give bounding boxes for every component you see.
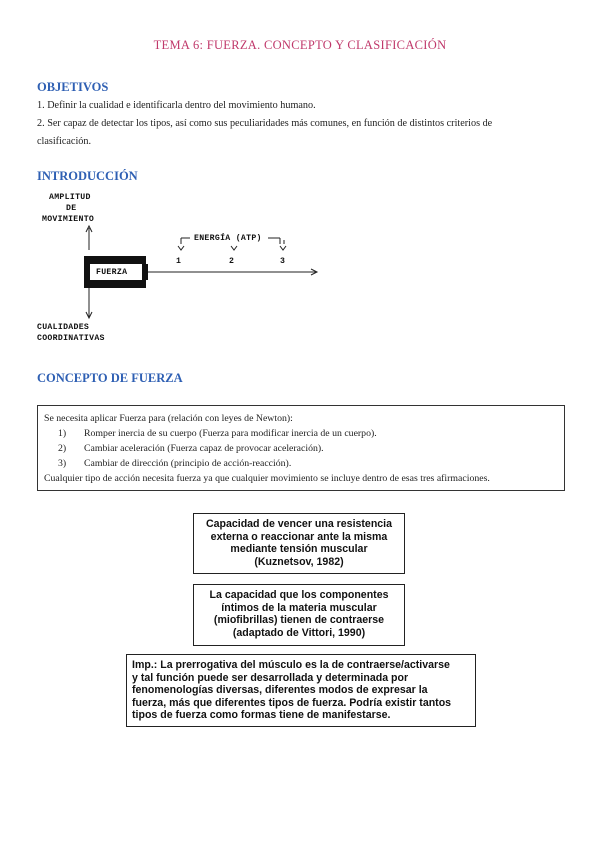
mark-3: 3: [280, 257, 286, 266]
quote-line: (miofibrillas) tienen de contraerse: [213, 614, 385, 627]
quote-line: externa o reaccionar ante la misma: [210, 530, 388, 543]
newton-item-text: Cambiar aceleración (Fuerza capaz de provocar aceleración).: [84, 443, 324, 454]
energia-label: ENERGÍA (ATP): [194, 234, 262, 243]
vittori-quote-box: [193, 584, 405, 646]
newton-item: [44, 456, 558, 471]
newton-item: [44, 426, 558, 441]
newton-box: [37, 405, 565, 491]
quote-line: fenomenologías diversas, diferentes modos de expresar la: [132, 684, 428, 697]
cualidades-label-2: COORDINATIVAS: [37, 334, 105, 343]
objetivo-2-cont: clasificación.: [37, 136, 92, 147]
amplitud-label-1: AMPLITUD: [49, 193, 91, 202]
amplitud-label-3: MOVIMIENTO: [42, 215, 95, 224]
quote-line: fuerza, más que diferentes tipos de fuerza. Podría existir tantos: [132, 696, 452, 709]
mark-2: 2: [229, 257, 235, 266]
objetivos-heading: OBJETIVOS: [37, 80, 109, 94]
quote-line: tipos de fuerza como formas tiene de manifestarse.: [132, 709, 391, 722]
newton-outro: Cualquier tipo de acción necesita fuerza ya que cualquier movimiento se incluye dentro de esas tres afirmaciones.: [44, 473, 490, 484]
kuznetsov-quote-box: [193, 513, 405, 574]
newton-item-number: 2): [58, 443, 67, 454]
quote-line: Imp.: La prerrogativa del músculo es la de contraerse/activarse: [132, 659, 450, 671]
quote-line: (adaptado de Vittori, 1990): [232, 626, 366, 639]
newton-item-number: 3): [58, 458, 67, 469]
concepto-heading: CONCEPTO DE FUERZA: [37, 371, 183, 385]
quote-line: La capacidad que los componentes: [209, 589, 389, 601]
importante-box: [126, 654, 476, 727]
quote-line: y tal función puede ser desarrollada y determinada por: [132, 671, 409, 684]
page-title: TEMA 6: FUERZA. CONCEPTO Y CLASIFICACIÓN: [153, 38, 447, 52]
introduccion-heading: INTRODUCCIÓN: [37, 169, 138, 183]
diagram-lines: [0, 0, 600, 360]
objetivo-2: 2. Ser capaz de detectar los tipos, así como sus peculiaridades más comunes, en función de distintos criterios de: [37, 118, 493, 129]
quote-line: Capacidad de vencer una resistencia: [205, 518, 393, 530]
cualidades-label-1: CUALIDADES: [37, 323, 90, 332]
amplitud-label-2: DE: [66, 204, 77, 213]
newton-item-text: Cambiar de dirección (principio de acción-reacción).: [84, 458, 292, 469]
newton-item-text: Romper inercia de su cuerpo (Fuerza para modificar inercia de un cuerpo).: [84, 428, 377, 439]
objetivo-1: 1. Definir la cualidad e identificarla dentro del movimiento humano.: [37, 100, 316, 111]
newton-intro: Se necesita aplicar Fuerza para (relación con leyes de Newton):: [44, 413, 293, 424]
quote-line: íntimos de la materia muscular: [221, 601, 377, 614]
newton-item-number: 1): [58, 428, 67, 439]
quote-line: (Kuznetsov, 1982): [254, 555, 344, 568]
fuerza-label: FUERZA: [96, 268, 128, 277]
mark-1: 1: [176, 257, 182, 266]
quote-line: mediante tensión muscular: [230, 543, 368, 556]
newton-item: [44, 441, 558, 456]
